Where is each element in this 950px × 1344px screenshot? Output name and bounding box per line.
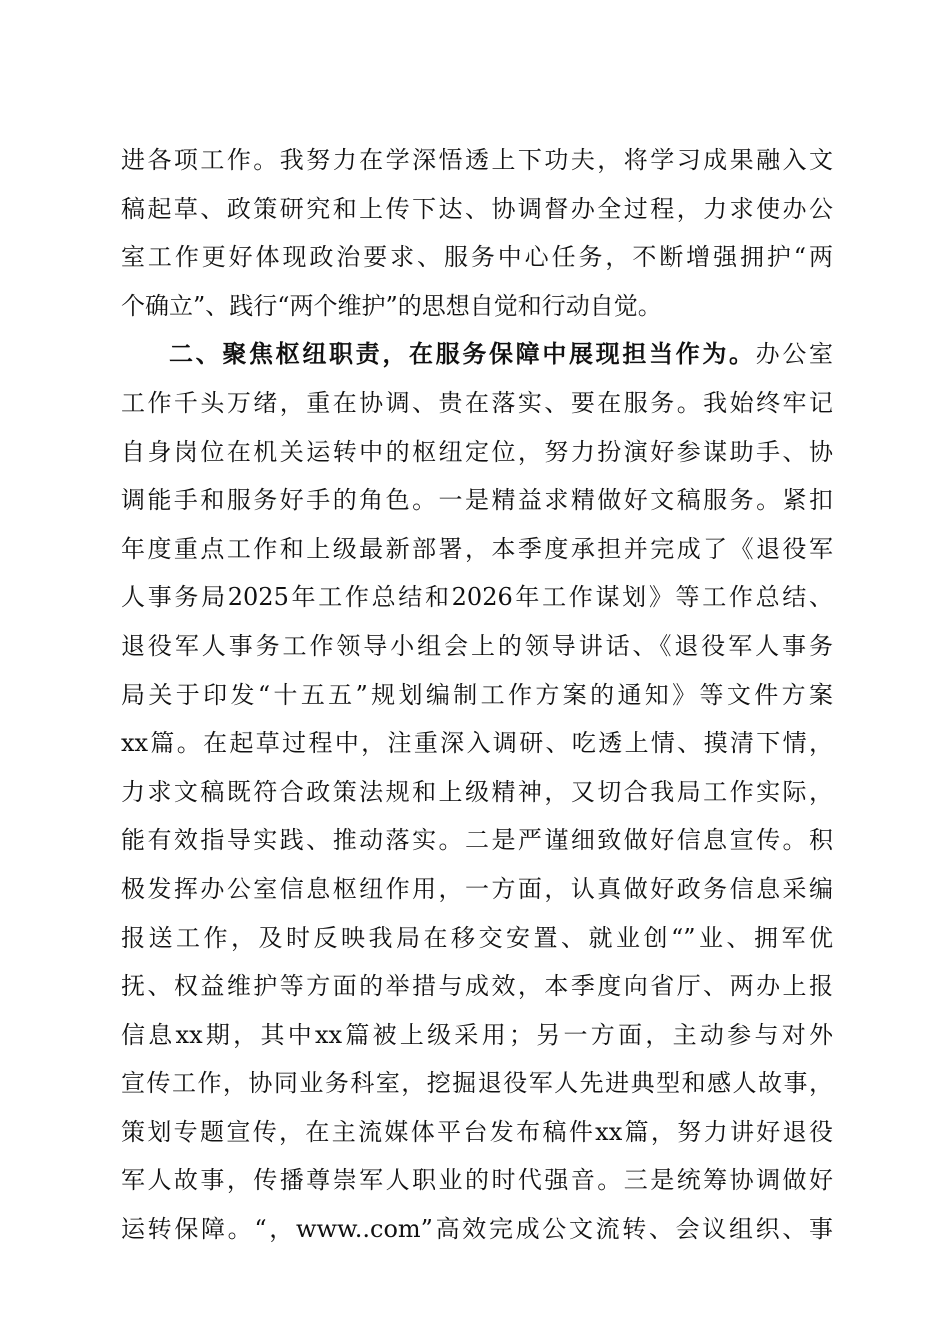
paragraph-1 — [121, 136, 833, 330]
text-line: 抚、权益维护等方面的举措与成效，本季度向省厅、两办上报 — [121, 972, 833, 1001]
text-line: 报送工作，及时反映我局在移交安置、就业创“”业、拥军优 — [121, 923, 833, 952]
text-line: 进各项工作。我努力在学深悟透上下功夫，将学习成果融入文 — [121, 146, 833, 174]
text-line: 运转保障。“，www..com”高效完成公文流转、会议组织、事 — [121, 1215, 833, 1244]
text-line: 策划专题宣传，在主流媒体平台发布稿件xx篇，努力讲好退役 — [121, 1117, 833, 1146]
text-line: 人事务局2025年工作总结和2026年工作谋划》等工作总结、 — [121, 583, 833, 612]
text-line: 信息xx期，其中xx篇被上级采用；另一方面，主动参与对外 — [121, 1020, 833, 1049]
text-line: 极发挥办公室信息枢纽作用，一方面，认真做好政务信息采编 — [121, 874, 833, 903]
text-line: 自身岗位在机关运转中的枢纽定位，努力扮演好参谋助手、协 — [121, 437, 833, 466]
document-body — [121, 136, 833, 1254]
text-line: 室工作更好体现政治要求、服务中心任务，不断增强拥护“两 — [121, 243, 833, 272]
text-line: xx篇。在起草过程中，注重深入调研、吃透上情、摸清下情， — [121, 729, 833, 758]
paragraph-2 — [121, 330, 833, 1253]
text-line: 能有效指导实践、推动落实。二是严谨细致做好信息宣传。积 — [121, 826, 833, 855]
text-line: 军人故事，传播尊崇军人职业的时代强音。三是统筹协调做好 — [121, 1166, 833, 1195]
text-line: 退役军人事务工作领导小组会上的领导讲话、《退役军人事务 — [121, 631, 833, 660]
section-heading: 二、聚焦枢纽职责，在服务保障中展现担当作为。 — [169, 340, 756, 369]
text-line: 调能手和服务好手的角色。一是精益求精做好文稿服务。紧扣 — [121, 486, 833, 515]
text-line: 年度重点工作和上级最新部署，本季度承担并完成了《退役军 — [121, 534, 833, 563]
heading-line-rest: 办公室 — [755, 340, 834, 369]
text-line — [121, 330, 833, 379]
text-line: 力求文稿既符合政策法规和上级精神，又切合我局工作实际， — [121, 777, 833, 806]
text-line: 稿起草、政策研究和上传下达、协调督办全过程，力求使办公 — [121, 194, 833, 223]
text-line: 工作千头万绪，重在协调、贵在落实、要在服务。我始终牢记 — [121, 388, 833, 417]
text-line: 个确立”、践行“两个维护”的思想自觉和行动自觉。 — [121, 291, 662, 320]
text-line: 局关于印发“十五五”规划编制工作方案的通知》等文件方案 — [121, 680, 833, 709]
text-line: 宣传工作，协同业务科室，挖掘退役军人先进典型和感人故事， — [121, 1069, 833, 1098]
